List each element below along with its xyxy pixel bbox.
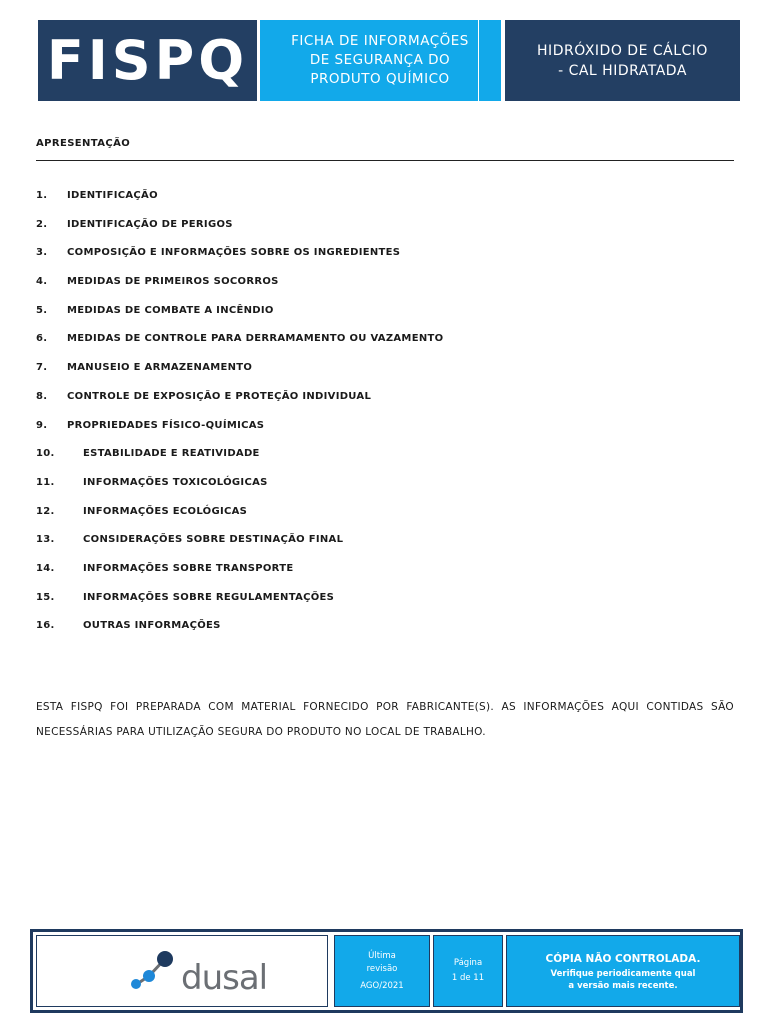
toc-item (36, 272, 736, 301)
revision-cell (334, 935, 430, 1007)
page-number: 1 de 11 (451, 973, 485, 983)
toc-number: 16. (36, 620, 55, 632)
toc-text: MANUSEIO E ARMAZENAMENTO (67, 362, 253, 374)
toc-text: INFORMAÇÕES SOBRE REGULAMENTAÇÕES (83, 591, 335, 603)
toc-number: 4. (36, 276, 48, 288)
toc-item (36, 502, 736, 531)
toc-number: 14. (36, 562, 55, 574)
logo-wordmark: dusal (181, 958, 268, 998)
header-spacer (478, 20, 501, 101)
revision-date: AGO/2021 (360, 980, 404, 991)
toc-item (36, 444, 736, 473)
toc-text: INFORMAÇÕES TOXICOLÓGICAS (83, 476, 268, 488)
toc-item (36, 616, 736, 645)
toc-text: INFORMAÇÕES ECOLÓGICAS (83, 505, 248, 517)
table-of-contents (36, 186, 736, 645)
toc-text: INFORMAÇÕES SOBRE TRANSPORTE (83, 562, 294, 574)
section-heading: APRESENTAÇÃO (36, 138, 131, 149)
toc-text: MEDIDAS DE PRIMEIROS SOCORROS (67, 276, 279, 288)
dusal-molecule-logo-icon (127, 946, 187, 1002)
uncontrolled-copy-title: CÓPIA NÃO CONTROLADA. (545, 953, 701, 965)
company-logo (36, 935, 328, 1007)
toc-text: COMPOSIÇÃO E INFORMAÇÕES SOBRE OS INGREDIENTES (67, 247, 401, 259)
uncontrolled-copy-text (551, 968, 696, 992)
toc-text: IDENTIFICAÇÃO (67, 190, 158, 201)
product-name: HIDRÓXIDO DE CÁLCIO - CAL HIDRATADA (537, 42, 708, 79)
toc-number: 3. (36, 247, 48, 259)
toc-number: 9. (36, 419, 48, 431)
toc-number: 7. (36, 362, 48, 374)
product-name-block (505, 20, 740, 101)
toc-text: CONSIDERAÇÕES SOBRE DESTINAÇÃO FINAL (83, 534, 344, 546)
toc-number: 15. (36, 591, 55, 603)
toc-item (36, 329, 736, 358)
toc-item (36, 215, 736, 244)
uncontrolled-copy-line: a versão mais recente. (568, 981, 678, 991)
page-label: Página (453, 958, 483, 968)
toc-item (36, 530, 736, 559)
toc-number: 13. (36, 534, 55, 546)
brand-title: FISPQ (46, 29, 249, 92)
section-divider (36, 160, 734, 161)
toc-text: PROPRIEDADES FÍSICO-QUÍMICAS (67, 419, 265, 431)
toc-text: MEDIDAS DE CONTROLE PARA DERRAMAMENTO OU VAZAMENTO (67, 333, 444, 345)
toc-number: 2. (36, 218, 48, 230)
uncontrolled-copy-notice (506, 935, 740, 1007)
uncontrolled-copy-line: Verifique periodicamente qual (550, 969, 696, 979)
document-header (38, 20, 740, 101)
toc-item (36, 243, 736, 272)
toc-number: 5. (36, 304, 48, 316)
toc-number: 1. (36, 190, 48, 201)
toc-text: ESTABILIDADE E REATIVIDADE (83, 448, 260, 460)
document-title-block (260, 20, 500, 101)
toc-text: MEDIDAS DE COMBATE A INCÊNDIO (67, 304, 274, 316)
document-title: FICHA DE INFORMAÇÕES DE SEGURANÇA DO PRODUTO QUÍMICO (291, 33, 469, 87)
toc-item (36, 358, 736, 387)
toc-item (36, 473, 736, 502)
toc-number: 10. (36, 448, 55, 460)
toc-item (36, 387, 736, 416)
toc-number: 11. (36, 476, 55, 488)
toc-text: OUTRAS INFORMAÇÕES (83, 620, 221, 632)
brand-block (38, 20, 257, 101)
toc-item (36, 186, 736, 215)
toc-text: CONTROLE DE EXPOSIÇÃO E PROTEÇÃO INDIVIDUAL (67, 390, 372, 402)
toc-number: 8. (36, 390, 48, 402)
page-number-cell (433, 935, 503, 1007)
preparation-note: ESTA FISPQ FOI PREPARADA COM MATERIAL FORNECIDO POR FABRICANTE(S). AS INFORMAÇÕES AQUI CONTIDAS SÃO NECESSÁRIAS PARA UTILIZAÇÃO SEGURA DO PRODUTO NO LOCAL DE TRABALHO. (36, 700, 734, 738)
toc-number: 6. (36, 333, 48, 345)
revision-label: Última revisão (366, 950, 398, 974)
toc-number: 12. (36, 505, 55, 517)
toc-item (36, 559, 736, 588)
toc-item (36, 416, 736, 445)
toc-item (36, 301, 736, 330)
toc-text: IDENTIFICAÇÃO DE PERIGOS (67, 218, 233, 230)
toc-item (36, 588, 736, 617)
document-footer (30, 929, 743, 1013)
